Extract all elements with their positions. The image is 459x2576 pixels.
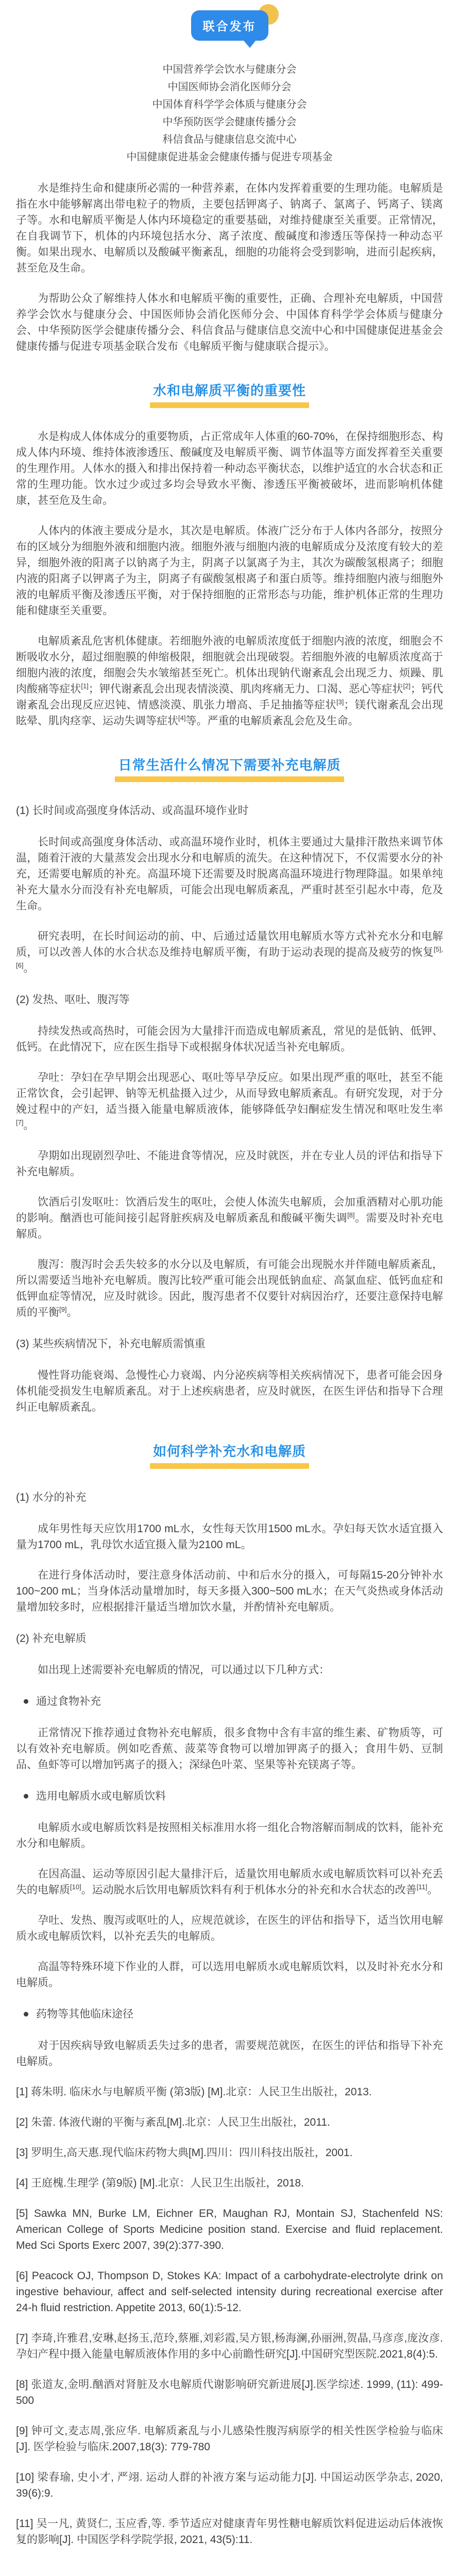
section-heading-inner <box>118 757 341 783</box>
body-paragraph: 持续发热或高热时，可能会因为大量排汗而造成电解质紊乱，常见的是低钠、低钾、低钙。在此情况下，应在医生指导下或根据身体状况适当补充电解质。 <box>16 1025 443 1053</box>
heading-underline-bar <box>150 1463 309 1469</box>
body-paragraph: 慢性肾功能衰竭、急慢性心力衰竭、内分泌疾病等相关疾病情况下，患者可能会因身体机能受损发生电解质紊乱。对于上述疾病患者，应及时就医，在医生评估和指导下合理纠正电解质紊乱。 <box>16 1369 443 1413</box>
bullet-label: 选用电解质水或电解质饮料 <box>36 1790 166 1802</box>
reference-item: [7] 李琦,许雅君,安琳,赵扬玉,范玲,蔡雁,刘彩霞,吴方银,杨海澜,孙丽洲,贺晶,马彦彦,庞汝彦. 孕妇产程中摄入能量电解质液体作用的多中心前瞻性研究[J].中国研究型医院.2021,8(4):5. <box>16 2332 443 2360</box>
citation-superscript: [8] <box>347 1211 355 1219</box>
publisher-list <box>16 61 443 166</box>
section-heading <box>16 382 443 408</box>
publisher-line: 科信食品与健康信息交流中心 <box>162 134 297 145</box>
body-paragraph: 孕吐：孕妇在孕早期会出现恶心、呕吐等早孕反应。如果出现严重的呕吐，甚至不能正常饮食，会引起钾、钠等无机盐摄入过少，从而导致电解质紊乱。有研究发现，对于分娩过程中的产妇，适当摄入能量电解质液体，能够降低孕妇酮症发生情况和呕吐发生率[7]。 <box>16 1072 443 1131</box>
body-paragraph: 长时间或高强度身体活动、或高温环境作业时，机体主要通过大量排汗散热来调节体温，随着汗液的大量蒸发会出现水分和电解质的流失。在这种情况下，不仅需要水分的补充，还需要电解质的补充。高温环境下还需要及时脱离高温环境进行物理降温。如果单纯补充大量水分而没有补充电解质，可能会出现电解质紊乱，严重时甚至引起水中毒，危及生命。 <box>16 836 443 912</box>
citation-superscript: [1] <box>81 682 89 690</box>
bullet-dot-icon <box>24 2012 28 2016</box>
reference-item: [6] Peacock OJ, Thompson D, Stokes KA: Impact of a carbohydrate-electrolyte drink on ingestive behaviour, affect and self-selected intensity during recreational exercise after 24-h fluid restriction. Appetite 2013, 60(1):5-12. <box>16 2269 443 2314</box>
publisher-line: 中国体育科学学会体质与健康分会 <box>152 99 307 110</box>
numbered-subheading: (1) 长时间或高强度身体活动、或高温环境作业时 <box>16 805 249 817</box>
body-paragraph: 腹泻：腹泻时会丢失较多的水分以及电解质，有可能会出现脱水并伴随电解质紊乱，所以需要适当地补充电解质。腹泻比较严重可能会出现低钠血症、高氯血症、低钙血症和低钾血症等情况，应及时就诊。因此，腹泻患者不仅要针对病因治疗，还要注意保持电解质的平衡[9]。 <box>16 1259 443 1318</box>
body-paragraph: 在进行身体活动时，要注意身体活动前、中和后水分的摄入，可每隔15-20分钟补水100~200 mL；当身体活动量增加时，每天多摄入300~500 mL水；在天气炎热或身体活动量增加较多时，应根据排汗量适当增加饮水量，并酌情补充电解质。 <box>16 1569 443 1613</box>
heading-underline-bar <box>115 776 344 782</box>
reference-item: [2] 朱蕾. 体液代谢的平衡与紊乱[M].北京：人民卫生出版社，2011. <box>16 2116 330 2128</box>
section-title: 日常生活什么情况下需要补充电解质 <box>118 757 341 773</box>
speech-bubble-tail-icon <box>243 39 257 48</box>
numbered-subheading: (1) 水分的补充 <box>16 1491 87 1503</box>
reference-item: [10] 梁春瑜, 史小才, 严翊. 运动人群的补液方案与运动能力[J]. 中国运动医学杂志, 2020, 39(6):9. <box>16 2471 443 2499</box>
bullet-dot-icon <box>24 1699 28 1704</box>
body-paragraph: 电解质水或电解质饮料是按照相关标准用水将一组化合物溶解而制成的饮料，能补充水分和电解质。 <box>16 1821 443 1850</box>
reference-item: [8] 张道友,金明.酗酒对肾脏及水电解质代谢影响研究新进展[J].医学综述. 1999, (11): 499-500 <box>16 2378 443 2406</box>
citation-superscript: [11] <box>416 1883 428 1891</box>
publisher-line: 中国健康促进基金会健康传播与促进专项基金 <box>126 151 333 163</box>
bullet-label: 药物等其他临床途径 <box>36 2008 133 2020</box>
body-paragraph: 孕期如出现剧烈孕吐、不能进食等情况，应及时就医，并在专业人员的评估和指导下补充电解质。 <box>16 1150 443 1178</box>
body-paragraph: 研究表明，在长时间运动的前、中、后通过适量饮用电解质水等方式补充水分和电解质，可以改善人体的水合状态及维持电解质平衡，有助于运动表现的提高及疲劳的恢复[5],[6]。 <box>16 930 443 974</box>
body-paragraph: 高温等特殊环境下作业的人群，可以选用电解质水或电解质饮料，以及时补充水分和电解质。 <box>16 1960 443 1989</box>
speech-bubble <box>191 10 268 41</box>
reference-item: [4] 王庭槐.生理学 (第9版) [M].北京：人民卫生出版社，2018. <box>16 2177 304 2189</box>
article-body <box>16 180 443 2070</box>
intro-paragraph: 水是维持生命和健康所必需的一种营养素，在体内发挥着重要的生理功能。电解质是指在水中能够解离出带电粒子的物质，主要包括钾离子、钠离子、氯离子、钙离子、镁离子等。水和电解质平衡是人体内环境稳定的重要基础，对维持健康至关重要。正常情况，在自我调节下，机体的内环境包括水分、离子浓度、酸碱度和渗透压等保持一种动态平衡。如果出现水、电解质以及酸碱平衡紊乱，细胞的功能将会受到影响，进而引起疾病，甚至危及生命。 <box>16 182 443 274</box>
badge-label: 联合发布 <box>191 10 268 41</box>
publisher-line: 中华预防医学会健康传播分会 <box>162 116 297 128</box>
numbered-subheading: (2) 发热、呕吐、腹泻等 <box>16 994 130 1006</box>
bullet-dot-icon <box>24 1794 28 1799</box>
section-heading <box>16 757 443 783</box>
bullet-item <box>16 1788 443 1804</box>
intro-paragraph: 为帮助公众了解维持人体水和电解质平衡的重要性，正确、合理补充电解质，中国营养学会饮水与健康分会、中国医师协会消化医师分会、中国体育科学学会体质与健康分会、中华预防医学会健康传播分会、科信食品与健康信息交流中心和中国健康促进基金会健康传播与促进专项基金联合发布《电解质平衡与健康联合提示》。 <box>16 293 443 352</box>
section-title: 水和电解质平衡的重要性 <box>152 383 306 398</box>
reference-item: [3] 罗明生,高天惠.现代临床药物大典[M].四川：四川科技出版社，2001. <box>16 2146 353 2159</box>
reference-item: [1] 蒋朱明. 临床水与电解质平衡 (第3版) [M].北京：人民卫生出版社，2013. <box>16 2086 372 2098</box>
body-paragraph: 如出现上述需要补充电解质的情况，可以通过以下几种方式： <box>38 1664 330 1676</box>
numbered-subheading: (3) 某些疾病情况下，补充电解质需慎重 <box>16 1338 206 1350</box>
citation-superscript: [9] <box>59 1306 67 1313</box>
body-paragraph: 水是构成人体体成分的重要物质，占正常成年人体重的60-70%，在保持细胞形态、构成人体内环境、维持体液渗透压、酸碱度及电解质平衡、调节体温等方面发挥着至关重要的生理作用。人体水的摄入和排出保持着一种动态平衡状态，以维护适宜的水合状态和正常的生理功能。饮水过少或过多均会导致水平衡、渗透压平衡被破坏，进而影响机体健康，甚至危及生命。 <box>16 430 443 506</box>
body-paragraph: 在因高温、运动等原因引起大量排汗后，适量饮用电解质水或电解质饮料可以补充丢失的电解质[10]。运动脱水后饮用电解质饮料有利于机体水分的补充和水合状态的改善[11]。 <box>16 1868 443 1896</box>
reference-item: [5] Sawka MN, Burke LM, Eichner ER, Maughan RJ, Montain SJ, Stachenfeld NS: American College of Sports Medicine position stand. Exercise and fluid replacement. Med Sci Sports Exerc 2007, 39(2):377-390. <box>16 2207 443 2251</box>
section-heading <box>16 1443 443 1469</box>
citation-superscript: [2] <box>403 682 411 690</box>
reference-item: [11] 吴一凡, 黄贤仁, 玉应香,等. 季节适应对健康青年男性糖电解质饮料促进运动后体液恢复的影响[J]. 中国医学科学院学报, 2021, 43(5):11. <box>16 2517 443 2546</box>
citation-superscript: [5],[6] <box>16 945 443 969</box>
bullet-item <box>16 1693 443 1709</box>
citation-superscript: [3] <box>336 698 344 706</box>
joint-release-badge <box>16 3 443 57</box>
reference-item: [9] 钟可文,麦志周,张应华. 电解质紊乱与小儿感染性腹泻病原学的相关性医学检验与临床[J]. 医学检验与临床.2007,18(3): 779-780 <box>16 2425 443 2453</box>
section-heading-inner <box>153 1443 306 1469</box>
publisher-line: 中国营养学会饮水与健康分会 <box>162 64 297 75</box>
reference-list <box>16 2084 443 2548</box>
heading-underline-bar <box>150 402 309 408</box>
body-paragraph: 对于因疾病导致电解质丢失过多的患者，需要规范就医，在医生的评估和指导下补充电解质。 <box>16 2039 443 2067</box>
citation-superscript: [10] <box>70 1883 81 1891</box>
bullet-item <box>16 2006 443 2022</box>
citation-superscript: [4] <box>178 714 186 722</box>
citation-superscript: [7] <box>16 1118 24 1126</box>
section-title: 如何科学补充水和电解质 <box>152 1444 306 1459</box>
publisher-line: 中国医师协会消化医师分会 <box>167 81 292 93</box>
body-paragraph: 孕吐、发热、腹泻或呕吐的人，应规范就诊，在医生的评估和指导下，适当饮用电解质水或电解质饮料，以补充丢失的电解质。 <box>16 1914 443 1942</box>
body-paragraph: 饮酒后引发呕吐：饮酒后发生的呕吐，会使人体流失电解质，会加重酒精对心肌功能的影响。酗酒也可能间接引起肾脏疾病及电解质紊乱和酸碱平衡失调[8]。需要及时补充电解质。 <box>16 1196 444 1240</box>
body-paragraph: 电解质紊乱危害机体健康。若细胞外液的电解质浓度低于细胞内液的浓度，细胞会不断吸收水分，超过细胞膜的伸缩极限，细胞就会出现破裂。若细胞外液的电解质浓度高于细胞内液的浓度，细胞会失水皱缩甚至死亡。机体出现钠代谢紊乱会出现乏力、烦躁、肌肉酸痛等症状[1]；钾代谢紊乱会出现表情淡漠、肌肉疼痛无力、口渴、恶心等症状[2]；钙代谢紊乱会出现反应迟钝、情感淡漠、肌张力增高、手足抽搐等症状[3]；镁代谢紊乱会出现眩晕、肌肉痉挛、运动失调等症状[4]等。严重的电解质紊乱会危及生命。 <box>16 635 444 727</box>
body-paragraph: 成年男性每天应饮用1700 mL水，女性每天饮用1500 mL水。孕妇每天饮水适宜摄入量为1700 mL，乳母饮水适宜摄入量为2100 mL。 <box>16 1522 443 1551</box>
numbered-subheading: (2) 补充电解质 <box>16 1632 87 1645</box>
bullet-label: 通过食物补充 <box>36 1695 101 1707</box>
body-paragraph: 正常情况下推荐通过食物补充电解质，很多食物中含有丰富的维生素、矿物质等，可以有效补充电解质。例如吃香蕉、菠菜等食物可以增加钾离子的摄入；食用牛奶、豆制品、鱼虾等可以增加钙离子的摄入；深绿色叶菜、坚果等补充镁离子等。 <box>16 1726 443 1771</box>
section-heading-inner <box>153 382 306 408</box>
body-paragraph: 人体内的体液主要成分是水，其次是电解质。体液广泛分布于人体内各部分，按照分布的区域分为细胞外液和细胞内液。细胞外液与细胞内液的电解质成分及浓度有较大的差异，细胞外液的阳离子以钠离子为主，阴离子以氯离子为主，其次为碳酸氢根离子；细胞内液的阳离子以钾离子为主，阴离子有碳酸氢根离子和蛋白质等。维持细胞内液与细胞外液的电解质平衡及渗透压平衡，对于保持细胞的正常形态与功能，维护机体正常的生理功能和健康至关重要。 <box>16 524 443 617</box>
